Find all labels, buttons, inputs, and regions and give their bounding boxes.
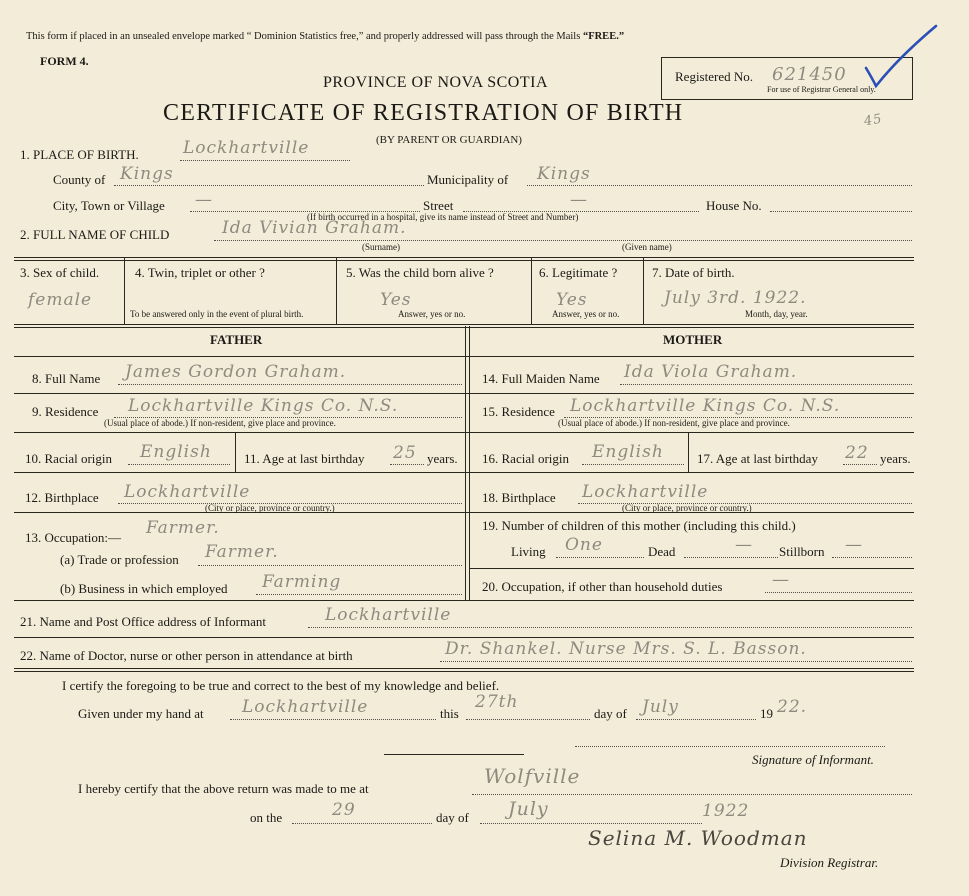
hospital-note: (If birth occurred in a hospital, give its name instead of Street and Number) bbox=[307, 212, 579, 222]
mail-notice bbox=[26, 31, 624, 42]
mother-occupation-label: 20. Occupation, if other than household duties bbox=[482, 579, 723, 594]
city-value: — bbox=[195, 190, 213, 210]
father-trade-label: (a) Trade or profession bbox=[60, 552, 179, 567]
mail-notice-free: “FREE.” bbox=[582, 31, 625, 42]
county-value: Kings bbox=[120, 164, 174, 184]
mother-name-value: Ida Viola Graham. bbox=[624, 362, 798, 382]
child-name-value: Ida Vivian Graham. bbox=[222, 218, 407, 238]
father-birthplace-caption: (City or place, province or country.) bbox=[205, 503, 335, 513]
registrar-signature: Selina M. Woodman bbox=[588, 826, 808, 850]
dead-value: — bbox=[735, 535, 753, 555]
county-label: County of bbox=[53, 172, 106, 187]
father-heading: FATHER bbox=[210, 332, 263, 347]
mail-notice-text: This form if placed in an unsealed envelope marked “ Dominion Statistics free,” and properly addressed will pass through the Mails bbox=[26, 31, 581, 42]
registrar-year: 1922 bbox=[702, 801, 750, 821]
doctor-label: 22. Name of Doctor, nurse or other person in attendance at birth bbox=[20, 648, 353, 663]
given-year: 22. bbox=[777, 697, 808, 717]
mother-years-label: years. bbox=[880, 451, 911, 466]
mother-age-label: 17. Age at last birthday bbox=[697, 451, 818, 466]
dead-label: Dead bbox=[648, 544, 676, 559]
father-residence-value: Lockhartville Kings Co. N.S. bbox=[128, 396, 399, 416]
day-of-label: day of bbox=[594, 706, 627, 721]
father-occupation-value: Farmer. bbox=[146, 518, 220, 538]
mother-birthplace-caption: (City or place, province or country.) bbox=[622, 503, 752, 513]
municipality-label: Municipality of bbox=[427, 172, 509, 187]
mother-children-label: 19. Number of children of this mother (including this child.) bbox=[482, 518, 796, 533]
form-number: FORM 4. bbox=[40, 54, 89, 68]
father-name-label: 8. Full Name bbox=[32, 371, 101, 386]
legitimate-caption: Answer, yes or no. bbox=[552, 309, 620, 319]
father-racial-value: English bbox=[140, 442, 212, 462]
province-heading: PROVINCE OF NOVA SCOTIA bbox=[323, 74, 549, 91]
registrar-month: July bbox=[508, 798, 549, 820]
mother-age-value: 22 bbox=[845, 443, 869, 463]
mother-birthplace-value: Lockhartville bbox=[582, 482, 709, 502]
informant-signature-caption: Signature of Informant. bbox=[752, 752, 874, 767]
mother-birthplace-label: 18. Birthplace bbox=[482, 490, 556, 505]
twin-label: 4. Twin, triplet or other ? bbox=[135, 265, 265, 280]
dob-label: 7. Date of birth. bbox=[652, 265, 735, 280]
certify-statement: I certify the foregoing to be true and correct to the best of my knowledge and belief. bbox=[62, 678, 500, 693]
municipality-value: Kings bbox=[537, 164, 591, 184]
given-caption: (Given name) bbox=[622, 242, 672, 252]
margin-mark: 45 bbox=[862, 111, 884, 130]
father-age-value: 25 bbox=[393, 443, 417, 463]
informant-label: 21. Name and Post Office address of Informant bbox=[20, 614, 266, 629]
registrar-statement: I hereby certify that the above return was made to me at bbox=[78, 781, 369, 796]
mother-racial-value: English bbox=[592, 442, 664, 462]
father-trade-value: Farmer. bbox=[205, 542, 279, 562]
registrar-day-of: day of bbox=[436, 810, 469, 825]
dob-value: July 3rd. 1922. bbox=[664, 288, 807, 308]
year-prefix: 19 bbox=[760, 706, 773, 721]
alive-caption: Answer, yes or no. bbox=[398, 309, 466, 319]
father-years-label: years. bbox=[427, 451, 458, 466]
sex-label: 3. Sex of child. bbox=[20, 265, 100, 280]
father-racial-label: 10. Racial origin bbox=[25, 451, 113, 466]
father-residence-caption: (Usual place of abode.) If non-resident, give place and province. bbox=[104, 418, 336, 428]
living-value: One bbox=[565, 535, 603, 555]
father-birthplace-value: Lockhartville bbox=[124, 482, 251, 502]
registrar-place: Wolfville bbox=[484, 764, 581, 788]
page-subtitle: (BY PARENT OR GUARDIAN) bbox=[376, 134, 522, 146]
place-of-birth-value: Lockhartville bbox=[183, 138, 310, 158]
given-place: Lockhartville bbox=[242, 697, 369, 717]
father-birthplace-label: 12. Birthplace bbox=[25, 490, 99, 505]
on-the-label: on the bbox=[250, 810, 283, 825]
given-month: July bbox=[642, 697, 679, 717]
father-residence-label: 9. Residence bbox=[32, 404, 99, 419]
registered-note: For use of Registrar General only. bbox=[767, 85, 876, 94]
mother-residence-caption: (Usual place of abode.) If non-resident, give place and province. bbox=[558, 418, 790, 428]
registered-number: 621450 bbox=[772, 64, 847, 85]
house-label: House No. bbox=[706, 198, 762, 213]
surname-caption: (Surname) bbox=[362, 242, 400, 252]
mother-occupation-value: — bbox=[772, 570, 790, 590]
stillborn-value: — bbox=[845, 535, 863, 555]
given-label: Given under my hand at bbox=[78, 706, 204, 721]
dob-caption: Month, day, year. bbox=[745, 309, 808, 319]
alive-value: Yes bbox=[380, 290, 412, 310]
mother-name-label: 14. Full Maiden Name bbox=[482, 371, 600, 386]
father-occupation-label: 13. Occupation:— bbox=[25, 530, 122, 545]
child-name-label: 2. FULL NAME OF CHILD bbox=[20, 227, 170, 242]
father-business-label: (b) Business in which employed bbox=[60, 581, 228, 596]
registered-label: Registered No. bbox=[675, 69, 753, 84]
father-name-value: James Gordon Graham. bbox=[125, 362, 347, 382]
checkmark-icon bbox=[858, 20, 948, 100]
father-age-label: 11. Age at last birthday bbox=[244, 451, 365, 466]
doctor-value: Dr. Shankel. Nurse Mrs. S. L. Basson. bbox=[445, 639, 807, 659]
twin-note: To be answered only in the event of plural birth. bbox=[130, 309, 304, 319]
alive-label: 5. Was the child born alive ? bbox=[346, 265, 494, 280]
street-value: — bbox=[570, 190, 588, 210]
mother-residence-value: Lockhartville Kings Co. N.S. bbox=[570, 396, 841, 416]
stillborn-label: Stillborn bbox=[779, 544, 825, 559]
this-label: this bbox=[440, 706, 459, 721]
place-of-birth-label: 1. PLACE OF BIRTH. bbox=[20, 147, 139, 162]
registrar-caption: Division Registrar. bbox=[780, 855, 879, 870]
mother-heading: MOTHER bbox=[663, 332, 723, 347]
informant-value: Lockhartville bbox=[325, 605, 452, 625]
living-label: Living bbox=[511, 544, 546, 559]
street-label: Street bbox=[423, 198, 454, 213]
father-business-value: Farming bbox=[262, 572, 342, 592]
mother-residence-label: 15. Residence bbox=[482, 404, 555, 419]
given-day: 27th bbox=[475, 692, 519, 712]
mother-racial-label: 16. Racial origin bbox=[482, 451, 570, 466]
city-label: City, Town or Village bbox=[53, 198, 165, 213]
legitimate-value: Yes bbox=[556, 290, 588, 310]
legitimate-label: 6. Legitimate ? bbox=[539, 265, 618, 280]
sex-value: female bbox=[28, 290, 93, 310]
page-title: CERTIFICATE OF REGISTRATION OF BIRTH bbox=[163, 100, 684, 126]
registrar-day: 29 bbox=[332, 800, 356, 820]
